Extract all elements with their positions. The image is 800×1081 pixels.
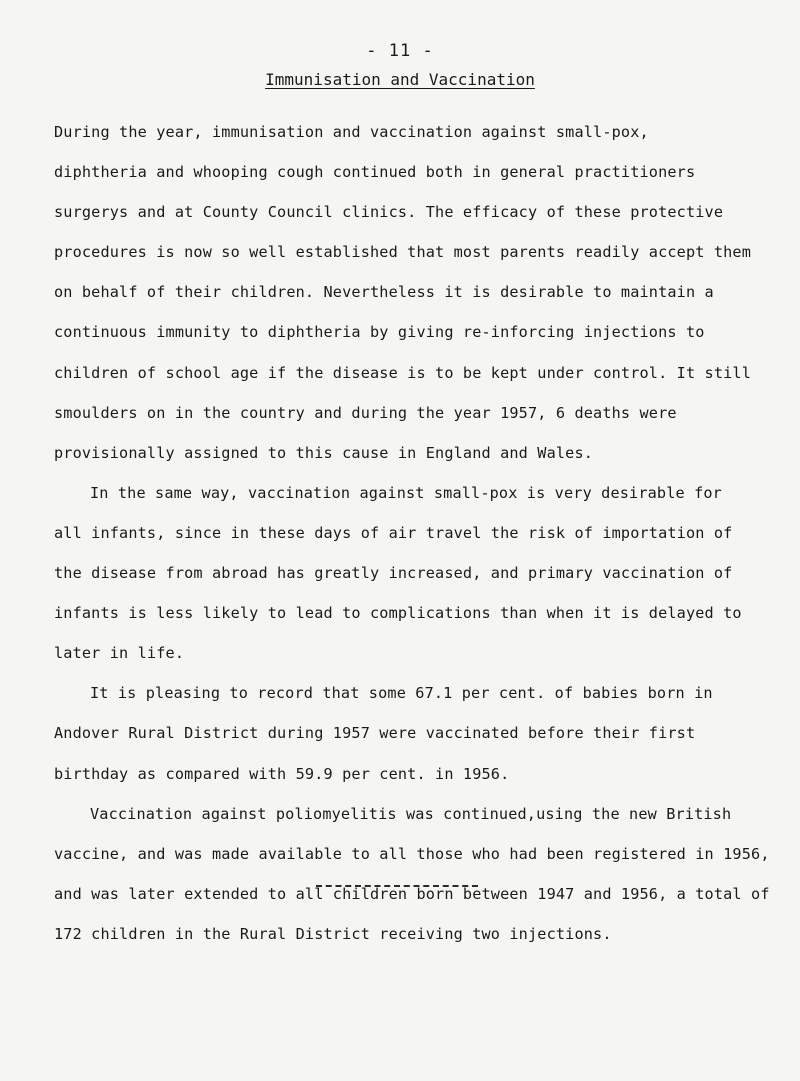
paragraph-line: surgerys and at County Council clinics. The efficacy of these protective	[54, 203, 724, 222]
paragraph-line: smoulders on in the country and during the year 1957, 6 deaths were	[54, 403, 677, 422]
paragraph-line: 172 children in the Rural District receiving two injections.	[54, 924, 612, 943]
body-text	[54, 112, 794, 954]
paragraph-line: vaccine, and was made available to all those who had been registered in 1956,	[54, 844, 770, 863]
closing-dashed-rule	[316, 885, 478, 887]
section-heading-text: Immunisation and Vaccination	[265, 70, 535, 89]
paragraph-line: procedures is now so well established that most parents readily accept them	[54, 243, 752, 262]
paragraph-line: continuous immunity to diphtheria by giving re-inforcing injections to	[54, 323, 705, 342]
paragraph-line: provisionally assigned to this cause in England and Wales.	[54, 443, 594, 462]
paragraph-line: Vaccination against poliomyelitis was continued,using the new British	[90, 804, 732, 823]
paragraph-line: the disease from abroad has greatly increased, and primary vaccination of	[54, 564, 733, 583]
paragraph-line: infants is less likely to lead to complications than when it is delayed to	[54, 604, 742, 623]
paragraph-line: all infants, since in these days of air travel the risk of importation of	[54, 523, 733, 542]
section-heading	[0, 70, 800, 89]
paragraph-line: birthday as compared with 59.9 per cent. in 1956.	[54, 764, 510, 783]
paragraph-line: on behalf of their children. Nevertheless it is desirable to maintain a	[54, 283, 714, 302]
paragraph-line: During the year, immunisation and vaccination against small-pox,	[54, 123, 649, 141]
paragraph-line: children of school age if the disease is to be kept under control. It still	[54, 363, 752, 382]
paragraph-line: later in life.	[54, 644, 185, 663]
paragraph-line: diphtheria and whooping cough continued both in general practitioners	[54, 163, 696, 182]
paragraph-line: Andover Rural District during 1957 were vaccinated before their first	[54, 724, 696, 743]
page-number: - 11 -	[366, 41, 434, 61]
paragraph-line: It is pleasing to record that some 67.1 per cent. of babies born in	[90, 684, 713, 703]
paragraph-line: In the same way, vaccination against small-pox is very desirable for	[90, 483, 722, 502]
paragraph-line: and was later extended to all children born between 1947 and 1956, a total of	[54, 884, 770, 903]
